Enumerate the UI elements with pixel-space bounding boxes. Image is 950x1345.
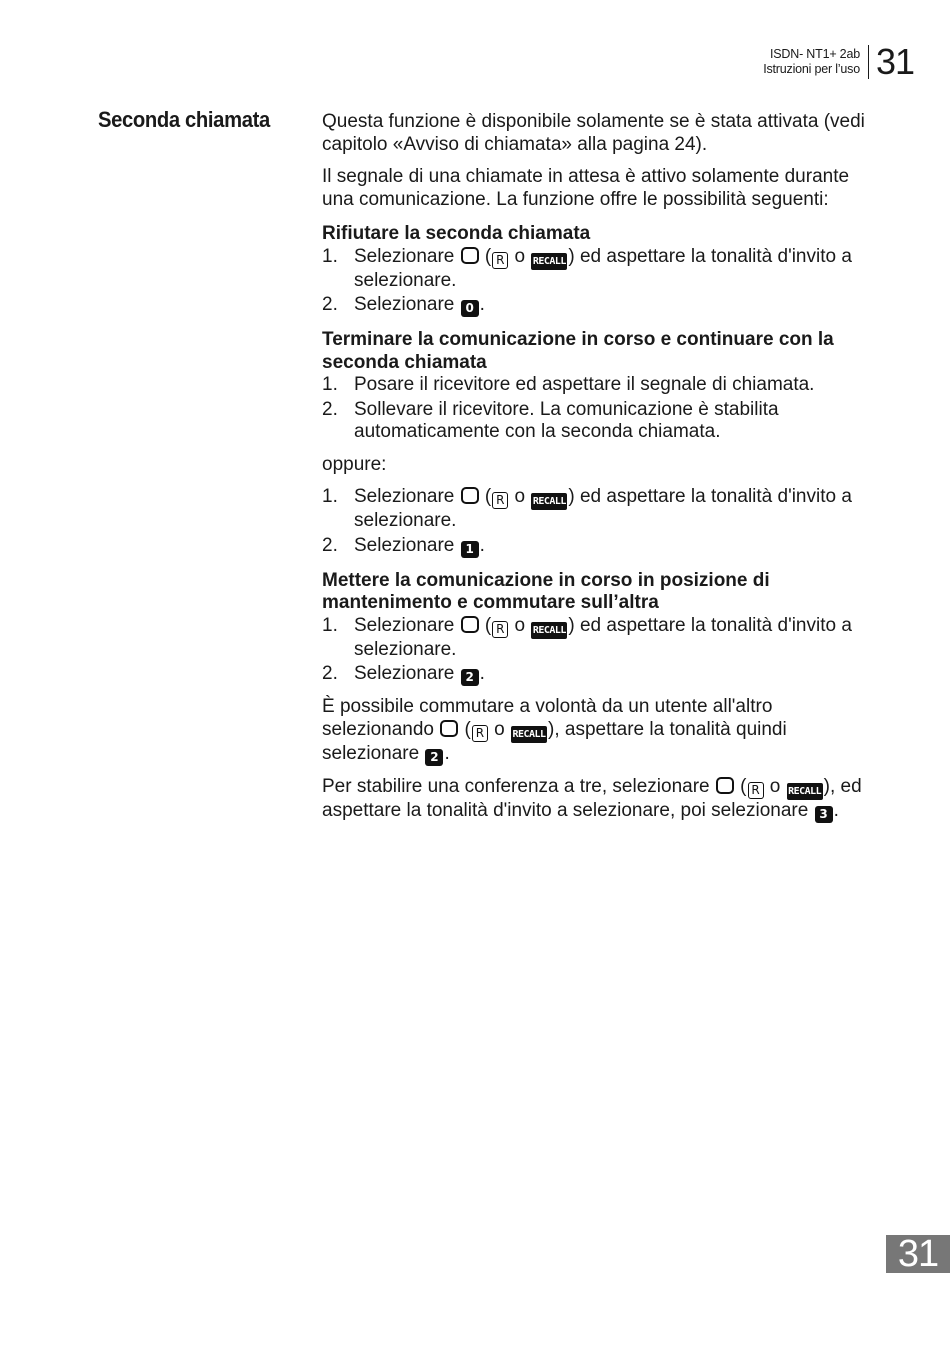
list-item (322, 294, 882, 317)
subsection-heading: Rifiutare la seconda chiamata (322, 223, 591, 244)
recall-key-icon: RECALL (511, 726, 547, 743)
r-key-icon: R (472, 725, 488, 742)
page-tab: 31 (886, 1235, 950, 1273)
paren: ( (484, 486, 492, 507)
hook-key-icon (461, 616, 479, 633)
step-text: Sollevare il ricevitore. La comunicazione è stabilita automaticamente con la seconda chiamata. (354, 398, 779, 442)
step-text: Posare il ricevitore ed aspettare il segnale di chiamata. (354, 374, 815, 395)
steps-list (322, 486, 882, 558)
paren: ( (484, 614, 492, 636)
step-text: ) ed aspettare la tonalità d'invito a selezionare. (354, 245, 852, 291)
paren: ( (484, 245, 492, 267)
conference-paragraph (322, 776, 882, 823)
steps-list (322, 615, 882, 687)
step-number: 2. (322, 398, 338, 420)
section-title: Seconda chiamata (98, 107, 270, 132)
intro-paragraph: Questa funzione è disponibile solamente se è stata attivata (vedi capitolo «Avviso di chiamata» alla pagina 24). (322, 111, 865, 155)
period: . (479, 294, 485, 315)
step-text: Selezionare (354, 294, 455, 315)
step-text: Selezionare (354, 663, 455, 684)
intro-paragraph: Il segnale di una chiamate in attesa è attivo solamente durante una comunicazione. La funzione offre le possibilità seguenti: (322, 166, 850, 210)
list-item (322, 663, 882, 686)
period: . (479, 663, 485, 684)
or-text: o (514, 245, 526, 267)
step-number: 2. (322, 534, 338, 556)
recall-key-icon: RECALL (531, 622, 567, 639)
recall-key-icon: RECALL (531, 493, 567, 510)
hook-key-icon (440, 720, 458, 737)
paragraph-text: ), ed aspettare la tonalità d'invito a selezionare, poi selezionare (322, 775, 862, 821)
steps-list (322, 374, 882, 444)
subsection-heading: Mettere la comunicazione in corso in posizione di mantenimento e commutare sull’altra (322, 569, 770, 613)
list-item (322, 535, 882, 558)
main-content (322, 111, 882, 833)
or-label: oppure: (322, 453, 387, 475)
paren: ( (740, 775, 747, 797)
or-text: o (769, 775, 781, 797)
paragraph-text: ), aspettare la tonalità quindi selezionare (322, 718, 787, 764)
subsection-heading: Terminare la comunicazione in corso e continuare con la seconda chiamata (322, 329, 834, 373)
r-key-icon: R (492, 621, 508, 638)
step-text: Selezionare (354, 245, 455, 267)
steps-list (322, 246, 882, 318)
hook-key-icon (716, 777, 734, 794)
header-text (763, 47, 868, 77)
list-item (322, 399, 882, 444)
hook-key-icon (461, 487, 479, 504)
period: . (479, 534, 485, 556)
or-text: o (514, 486, 526, 507)
step-text: Selezionare (354, 486, 455, 507)
step-text: Selezionare (354, 534, 455, 556)
r-key-icon: R (492, 252, 508, 269)
step-number: 1. (322, 245, 338, 267)
list-item (322, 615, 882, 662)
toggle-paragraph (322, 696, 882, 766)
recall-key-icon: RECALL (787, 783, 823, 800)
paragraph-text: È possibile commutare a volontà da un utente all'altro selezionando (322, 696, 773, 740)
list-item (322, 374, 882, 397)
digit-0-key-icon: 0 (461, 300, 479, 317)
step-number: 1. (322, 614, 338, 636)
step-number: 2. (322, 294, 338, 315)
recall-key-icon: RECALL (531, 253, 567, 270)
doc-title: ISDN- NT1+ 2ab (770, 47, 860, 61)
doc-subtitle: Istruzioni per l’uso (763, 62, 860, 76)
page-header (763, 41, 914, 82)
paragraph-text: Per stabilire una conferenza a tre, selezionare (322, 775, 710, 797)
paren: ( (464, 718, 471, 740)
list-item (322, 486, 882, 533)
step-number: 2. (322, 663, 338, 684)
digit-1-key-icon: 1 (461, 541, 479, 558)
step-number: 1. (322, 374, 338, 395)
digit-2-key-icon: 2 (425, 749, 443, 766)
or-text: o (494, 718, 505, 740)
step-number: 1. (322, 486, 338, 507)
list-item (322, 246, 882, 293)
r-key-icon: R (748, 782, 764, 799)
period: . (444, 742, 450, 764)
digit-3-key-icon: 3 (815, 806, 833, 823)
r-key-icon: R (492, 492, 508, 509)
step-text: Selezionare (354, 614, 455, 636)
step-text: ) ed aspettare la tonalità d'invito a selezionare. (354, 614, 852, 660)
hook-key-icon (461, 247, 479, 264)
step-text: ) ed aspettare la tonalità d'invito a selezionare. (354, 486, 852, 531)
period: . (833, 799, 839, 821)
or-text: o (514, 614, 526, 636)
digit-2-key-icon: 2 (461, 669, 479, 686)
header-page-number: 31 (875, 41, 914, 82)
